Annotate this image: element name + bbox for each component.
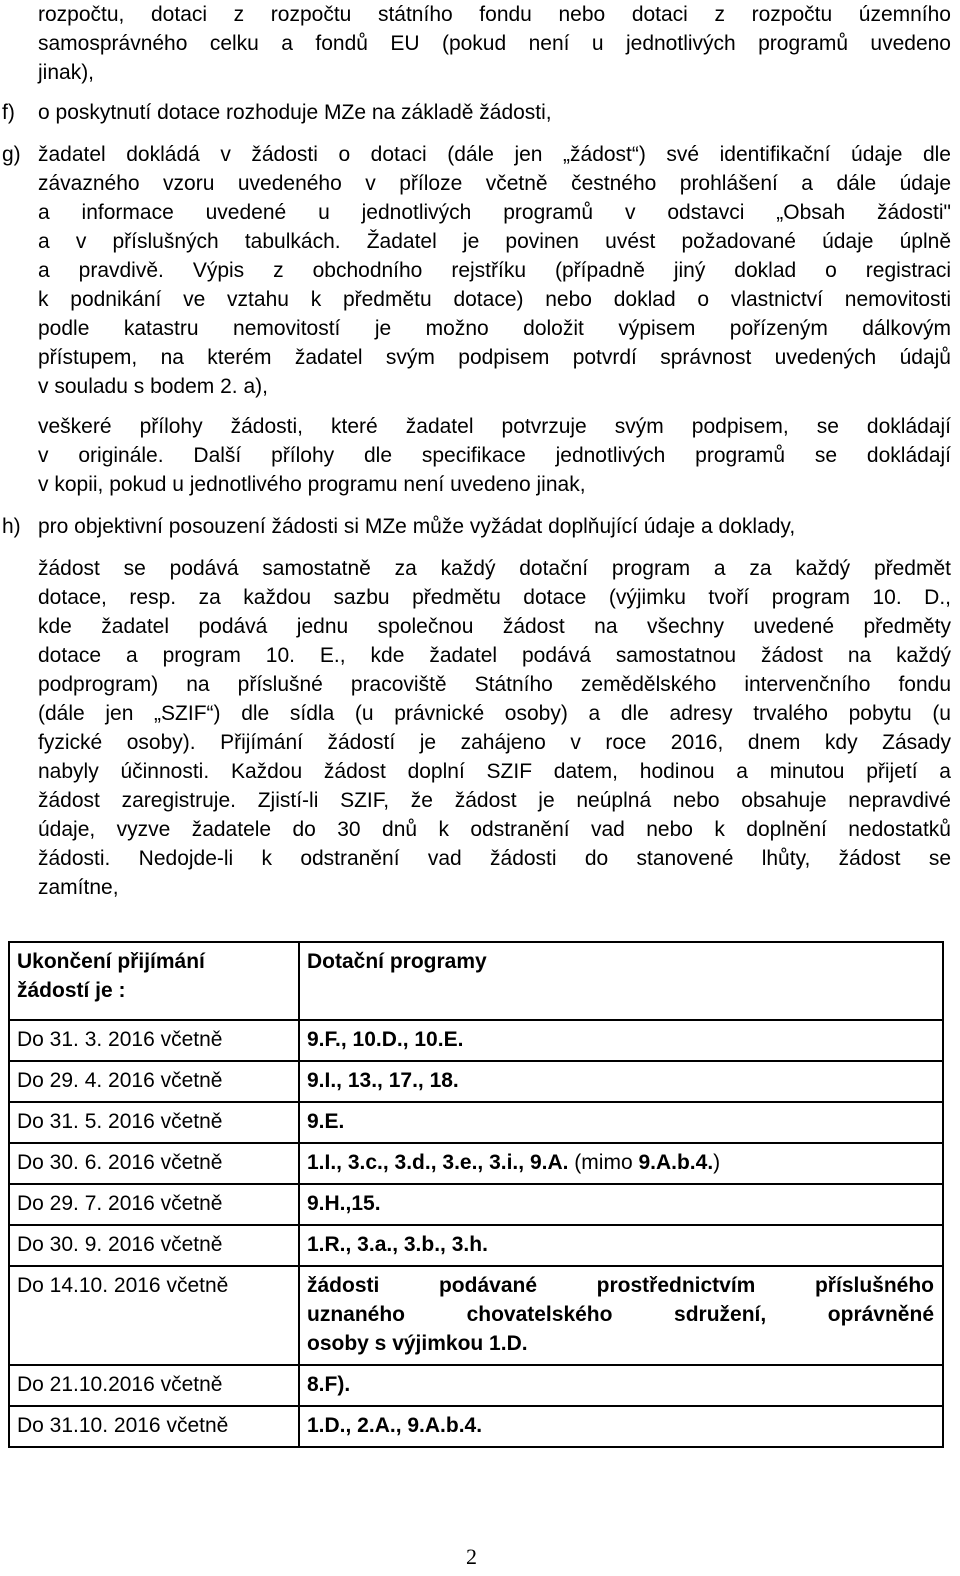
date-cell: Do 29. 4. 2016 včetně — [9, 1061, 299, 1102]
programs-line: osoby s výjimkou 1.D. — [307, 1332, 528, 1355]
text-line: pro objektivní posouzení žádosti si MZe může vyžádat doplňující údaje a doklady, — [38, 515, 796, 538]
table-row — [9, 1365, 943, 1406]
text-line: veškeré přílohy žádosti, které žadatel potvrzuje svým podpisem, se dokládají — [38, 415, 951, 438]
programs-normal-part: ) — [713, 1151, 721, 1174]
header-text-line: žádostí je : — [17, 979, 126, 1002]
table-row — [9, 1143, 943, 1184]
text-line: a informace uvedené u jednotlivých programů v odstavci „Obsah žádosti" — [38, 201, 951, 224]
table-row — [9, 1102, 943, 1143]
text-line: žádost zaregistruje. Zjistí-li SZIF, že žádost je neúplná nebo obsahuje nepravdivé — [38, 789, 951, 812]
text-line: jinak), — [38, 61, 95, 84]
item-h-text — [38, 512, 951, 541]
text-line: žadatel dokládá v žádosti o dotaci (dále jen „žádost“) své identifikační údaje dle — [38, 143, 951, 166]
item-h-submission-paragraph — [38, 554, 951, 902]
programs-cell — [299, 1266, 943, 1365]
date-cell: Do 21.10.2016 včetně — [9, 1365, 299, 1406]
date-cell: Do 31. 5. 2016 včetně — [9, 1102, 299, 1143]
header-cell-programs: Dotační programy — [299, 942, 943, 1020]
header-text-line: Ukončení přijímání — [17, 950, 205, 973]
text-line: (dále jen „SZIF“) dle sídla (u právnické osoby) a dle adresy trvalého pobytu (u — [38, 702, 951, 725]
table-row — [9, 1184, 943, 1225]
date-cell: Do 29. 7. 2016 včetně — [9, 1184, 299, 1225]
text-line: fyzické osoby). Přijímání žádostí je zahájeno v roce 2016, dnem kdy Zásady — [38, 731, 951, 754]
date-cell: Do 14.10. 2016 včetně — [9, 1266, 299, 1365]
list-marker-g: g) — [2, 143, 21, 166]
intro-paragraph — [38, 0, 951, 87]
item-g-paragraph — [38, 140, 951, 401]
programs-cell — [299, 1143, 943, 1184]
text-line: podprogram) na příslušné pracoviště Státního zemědělského intervenčního fondu — [38, 673, 951, 696]
date-cell: Do 30. 9. 2016 včetně — [9, 1225, 299, 1266]
text-line: o poskytnutí dotace rozhoduje MZe na základě žádosti, — [38, 101, 552, 124]
text-line: a pravdivě. Výpis z obchodního rejstříku (případně jiný doklad o registraci — [38, 259, 951, 282]
list-marker-h: h) — [2, 515, 21, 538]
programs-cell: 9.H.,15. — [299, 1184, 943, 1225]
programs-cell: 9.I., 13., 17., 18. — [299, 1061, 943, 1102]
text-line: žádosti. Nedojde-li k odstranění vad žádosti do stanovené lhůty, žádost se — [38, 847, 951, 870]
date-cell: Do 31. 3. 2016 včetně — [9, 1020, 299, 1061]
text-line: žádost se podává samostatně za každý dotační program a za každý předmět — [38, 557, 951, 580]
programs-cell: 8.F). — [299, 1365, 943, 1406]
text-line: rozpočtu, dotaci z rozpočtu státního fondu nebo dotaci z rozpočtu územního — [38, 3, 951, 26]
table-row — [9, 1020, 943, 1061]
programs-line: žádosti podávané prostřednictvím příslušného — [307, 1274, 934, 1297]
item-g-attachments-paragraph — [38, 412, 951, 499]
text-line: dotace, resp. za každou sazbu předmětu dotace (výjimku tvoří program 10. D., — [38, 586, 951, 609]
table-row — [9, 1406, 943, 1447]
text-line: přístupem, na kterém žadatel svým podpisem potvrdí správnost uvedených údajů — [38, 346, 951, 369]
header-cell-deadline — [9, 942, 299, 1020]
table-row — [9, 1266, 943, 1365]
item-f-text — [38, 98, 951, 127]
text-line: k podnikání ve vztahu k předmětu dotace) nebo doklad o vlastnictví nemovitosti — [38, 288, 951, 311]
programs-line: uznaného chovatelského sdružení, oprávněné — [307, 1303, 934, 1326]
programs-cell: 9.F., 10.D., 10.E. — [299, 1020, 943, 1061]
table-row — [9, 1061, 943, 1102]
page-number: 2 — [466, 1544, 477, 1569]
table-row — [9, 1225, 943, 1266]
text-line: samosprávného celku a fondů EU (pokud není u jednotlivých programů uvedeno — [38, 32, 951, 55]
deadlines-table — [8, 941, 944, 1448]
programs-normal-part: (mimo — [568, 1151, 639, 1174]
programs-cell: 1.D., 2.A., 9.A.b.4. — [299, 1406, 943, 1447]
text-line: závazného vzoru uvedeného v příloze včetně čestného prohlášení a dále údaje — [38, 172, 951, 195]
text-line: a v příslušných tabulkách. Žadatel je povinen uvést požadované údaje úplně — [38, 230, 951, 253]
date-cell: Do 30. 6. 2016 včetně — [9, 1143, 299, 1184]
text-line: zamítne, — [38, 876, 119, 899]
programs-bold-part: 9.A.b.4. — [638, 1151, 714, 1174]
text-line: údaje, vyzve žadatele do 30 dnů k odstranění vad nebo k doplnění nedostatků — [38, 818, 951, 841]
list-marker-f: f) — [2, 101, 15, 124]
text-line: dotace a program 10. E., kde žadatel podává samostatnou žádost na každý — [38, 644, 951, 667]
text-line: v originále. Další přílohy dle specifikace jednotlivých programů se dokládají — [38, 444, 951, 467]
programs-cell: 1.R., 3.a., 3.b., 3.h. — [299, 1225, 943, 1266]
text-line: v kopii, pokud u jednotlivého programu není uvedeno jinak, — [38, 473, 586, 496]
text-line: v souladu s bodem 2. a), — [38, 375, 268, 398]
programs-cell: 9.E. — [299, 1102, 943, 1143]
table-header-row — [9, 942, 943, 1020]
text-line: podle katastru nemovitostí je možno doložit výpisem pořízeným dálkovým — [38, 317, 951, 340]
text-line: kde žadatel podává jednu společnou žádost na všechny uvedené předměty — [38, 615, 951, 638]
date-cell: Do 31.10. 2016 včetně — [9, 1406, 299, 1447]
text-line: nabyly účinnosti. Každou žádost doplní SZIF datem, hodinou a minutou přijetí a — [38, 760, 951, 783]
programs-bold-part: 1.I., 3.c., 3.d., 3.e., 3.i., 9.A. — [307, 1151, 569, 1174]
